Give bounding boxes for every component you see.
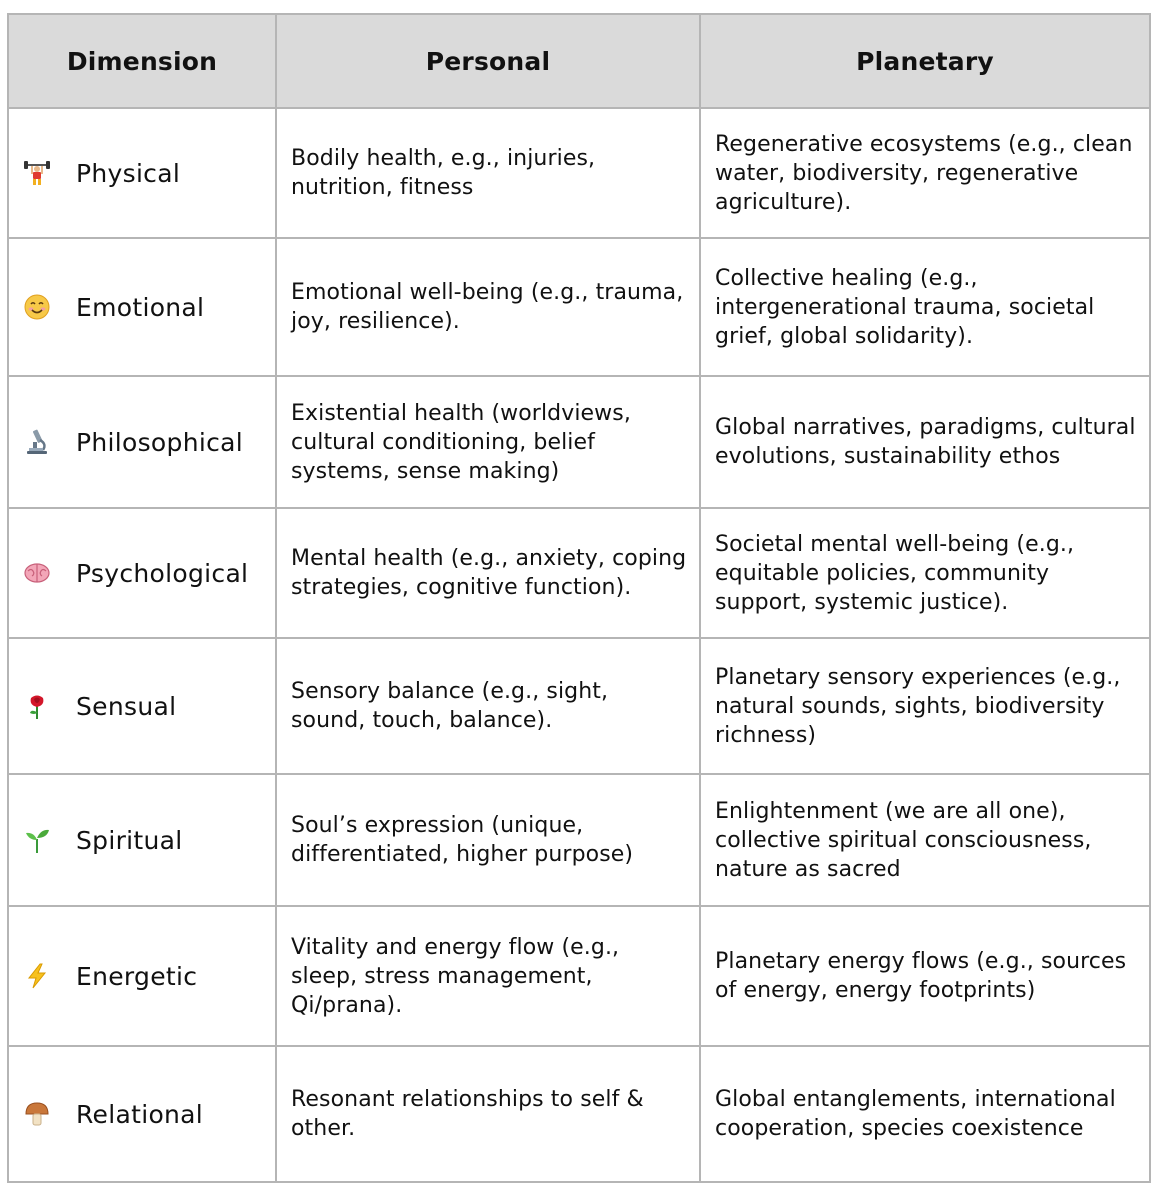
dimension-cell bbox=[8, 906, 276, 1046]
table-row bbox=[8, 1046, 1150, 1182]
planetary-cell bbox=[700, 238, 1150, 376]
personal-text: Sensory balance (e.g., sight, sound, touch, balance). bbox=[291, 679, 609, 733]
table-row bbox=[8, 774, 1150, 906]
planetary-text: Global narratives, paradigms, cultural evolutions, sustainability ethos bbox=[715, 415, 1136, 469]
dimension-label: Relational bbox=[76, 1099, 204, 1129]
personal-text: Mental health (e.g., anxiety, coping strategies, cognitive function). bbox=[291, 546, 687, 600]
dimension-cell bbox=[8, 376, 276, 508]
dimension-label: Philosophical bbox=[76, 427, 243, 457]
personal-cell bbox=[276, 906, 700, 1046]
planetary-cell bbox=[700, 108, 1150, 238]
dimensions-table-container bbox=[7, 13, 1149, 1183]
planetary-text: Regenerative ecosystems (e.g., clean water, biodiversity, regenerative agriculture). bbox=[715, 131, 1133, 215]
personal-text: Bodily health, e.g., injuries, nutrition, fitness bbox=[291, 146, 596, 200]
header-dimension: Dimension bbox=[8, 14, 276, 108]
header-planetary: Planetary bbox=[700, 14, 1150, 108]
dimensions-table bbox=[7, 13, 1151, 1183]
table-row bbox=[8, 508, 1150, 638]
personal-text: Existential health (worldviews, cultural conditioning, belief systems, sense making) bbox=[291, 400, 631, 484]
personal-cell bbox=[276, 1046, 700, 1182]
table-row bbox=[8, 906, 1150, 1046]
dimension-cell bbox=[8, 508, 276, 638]
dimension-label: Spiritual bbox=[76, 825, 183, 855]
planetary-cell bbox=[700, 638, 1150, 774]
personal-cell bbox=[276, 774, 700, 906]
planetary-cell bbox=[700, 774, 1150, 906]
dimension-label: Energetic bbox=[76, 961, 198, 991]
planetary-cell bbox=[700, 376, 1150, 508]
mushroom-icon bbox=[23, 1100, 51, 1128]
planetary-text: Planetary energy flows (e.g., sources of energy, energy footprints) bbox=[715, 949, 1127, 1003]
table-row bbox=[8, 108, 1150, 238]
dimension-cell bbox=[8, 108, 276, 238]
planetary-cell bbox=[700, 906, 1150, 1046]
dimension-label: Psychological bbox=[76, 558, 249, 588]
personal-cell bbox=[276, 376, 700, 508]
personal-text: Vitality and energy flow (e.g., sleep, stress management, Qi/prana). bbox=[291, 934, 620, 1018]
rose-icon bbox=[23, 692, 51, 720]
dimension-cell bbox=[8, 638, 276, 774]
personal-text: Emotional well-being (e.g., trauma, joy, resilience). bbox=[291, 280, 684, 334]
table-row bbox=[8, 638, 1150, 774]
weightlifter-icon bbox=[23, 159, 51, 187]
brain-icon bbox=[23, 559, 51, 587]
personal-cell bbox=[276, 238, 700, 376]
personal-cell bbox=[276, 638, 700, 774]
personal-cell bbox=[276, 508, 700, 638]
dimension-label: Sensual bbox=[76, 691, 177, 721]
seedling-icon bbox=[23, 826, 51, 854]
planetary-cell bbox=[700, 508, 1150, 638]
planetary-text: Global entanglements, international cooperation, species coexistence bbox=[715, 1087, 1116, 1141]
personal-text: Resonant relationships to self & other. bbox=[291, 1087, 644, 1141]
header-row bbox=[8, 14, 1150, 108]
dimension-cell bbox=[8, 1046, 276, 1182]
personal-cell bbox=[276, 108, 700, 238]
planetary-text: Planetary sensory experiences (e.g., natural sounds, sights, biodiversity richness) bbox=[715, 664, 1121, 748]
lightning-icon bbox=[23, 962, 51, 990]
dimension-cell bbox=[8, 238, 276, 376]
header-personal: Personal bbox=[276, 14, 700, 108]
dimension-label: Emotional bbox=[76, 292, 205, 322]
smiling-face-icon bbox=[23, 293, 51, 321]
microscope-icon bbox=[23, 428, 51, 456]
dimension-cell bbox=[8, 774, 276, 906]
planetary-text: Enlightenment (we are all one), collective spiritual consciousness, nature as sacred bbox=[715, 798, 1092, 882]
planetary-cell bbox=[700, 1046, 1150, 1182]
table-row bbox=[8, 376, 1150, 508]
table-row bbox=[8, 238, 1150, 376]
dimension-label: Physical bbox=[76, 158, 181, 188]
planetary-text: Societal mental well-being (e.g., equitable policies, community support, systemic justice). bbox=[715, 531, 1075, 615]
personal-text: Soul’s expression (unique, differentiated, higher purpose) bbox=[291, 813, 634, 867]
planetary-text: Collective healing (e.g., intergenerational trauma, societal grief, global solidarity). bbox=[715, 265, 1095, 349]
